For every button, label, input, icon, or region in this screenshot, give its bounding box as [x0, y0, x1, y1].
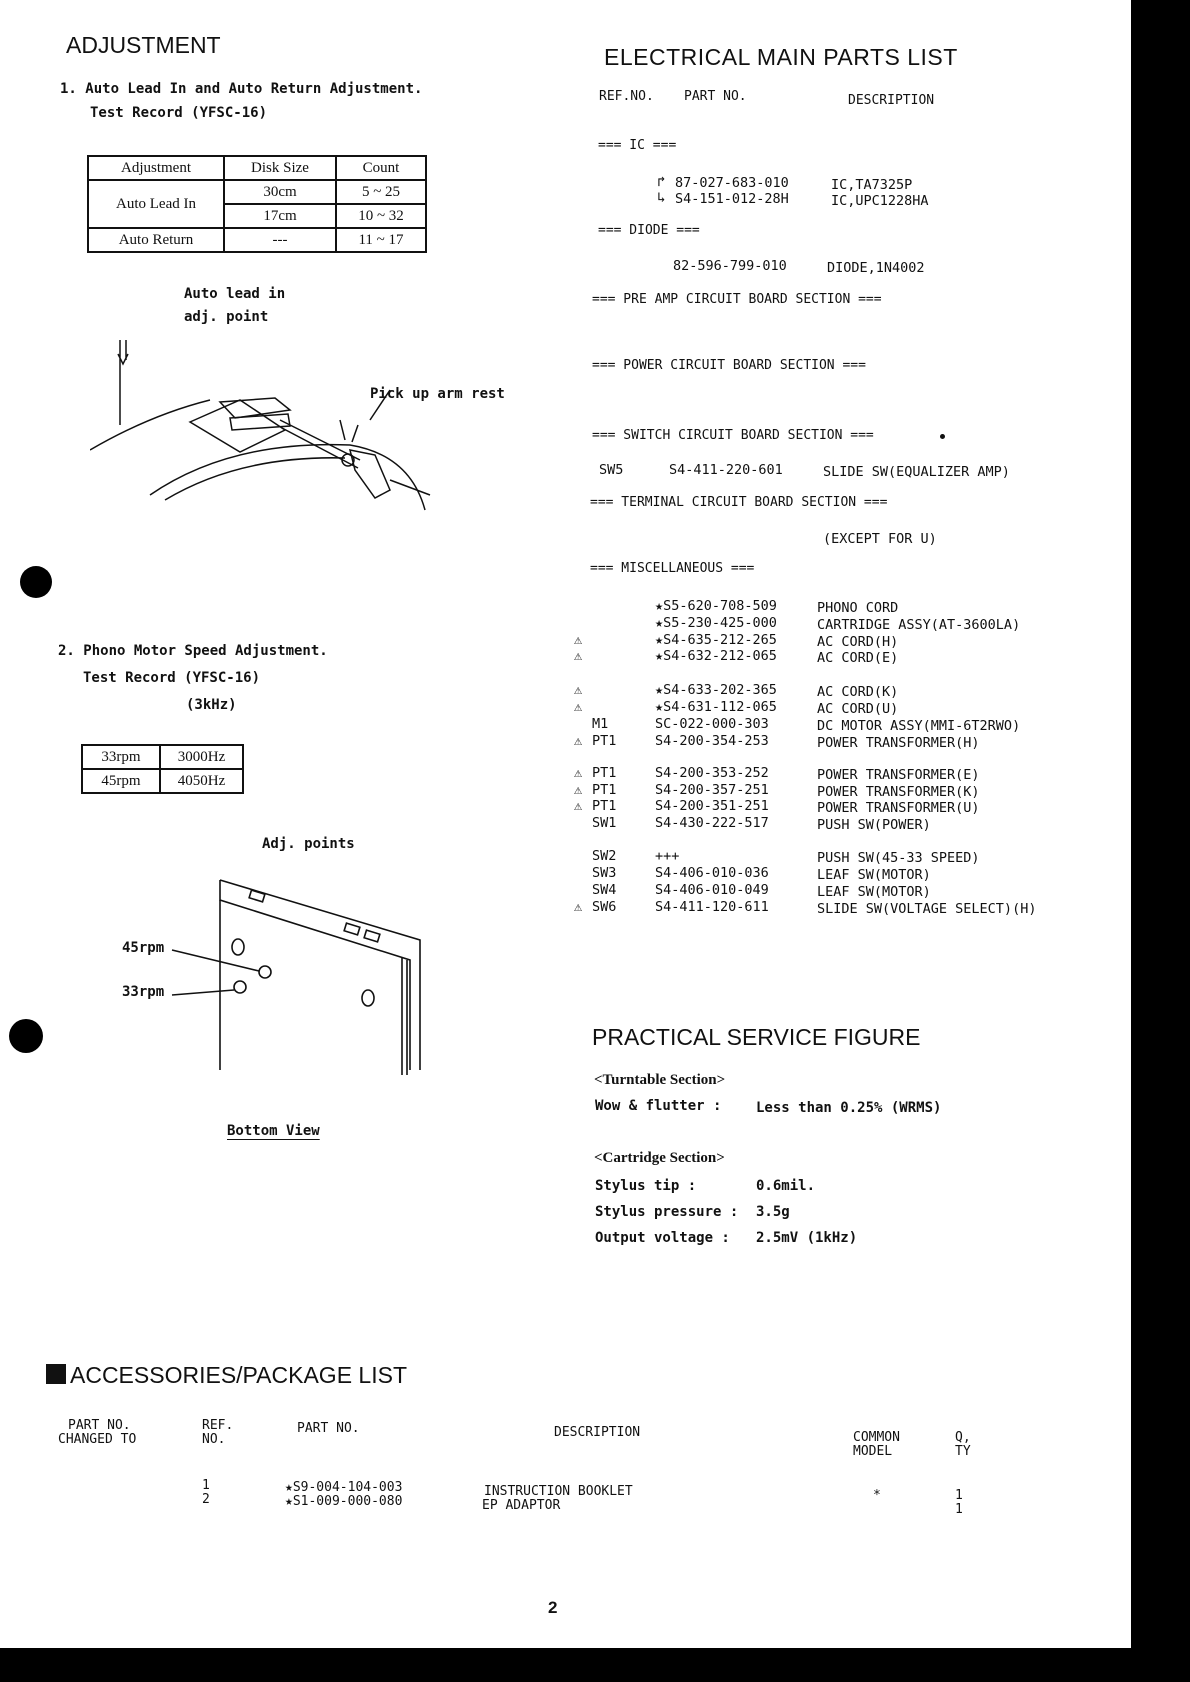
table-cell: 45rpm [82, 769, 160, 793]
col-header: REF. [202, 1418, 234, 1433]
part-no: ★S5-620-708-509 [655, 598, 777, 614]
acc-desc: INSTRUCTION BOOKLET [484, 1484, 633, 1499]
adjustment-title: ADJUSTMENT [66, 32, 221, 58]
part-no: S4-406-010-049 [655, 882, 769, 898]
part-desc: DC MOTOR ASSY(MMI-6T2RWO) [817, 718, 1021, 734]
part-no: 82-596-799-010 [673, 258, 787, 274]
part-no: S4-200-357-251 [655, 782, 769, 798]
part-no: S4-430-222-517 [655, 815, 769, 831]
col-header: PART NO. [68, 1418, 131, 1433]
part-desc: LEAF SW(MOTOR) [817, 884, 931, 900]
table-cell: 33rpm [82, 745, 160, 769]
part-no: S4-406-010-036 [655, 865, 769, 881]
page-number: 2 [548, 1598, 558, 1617]
table-row [82, 769, 243, 793]
part-no: S4-200-353-252 [655, 765, 769, 781]
step2-record: Test Record (YFSC-16) [83, 670, 261, 686]
parts-list-title: ELECTRICAL MAIN PARTS LIST [604, 44, 958, 70]
col-header: PART NO. [297, 1421, 360, 1436]
table-cell: 17cm [224, 204, 336, 228]
label-bottom-view: Bottom View [227, 1123, 320, 1139]
table-cell: 10 ~ 32 [336, 204, 426, 228]
spec-value: 0.6mil. [756, 1178, 816, 1194]
turntable-section: <Turntable Section> [594, 1072, 726, 1088]
part-desc: LEAF SW(MOTOR) [817, 867, 931, 883]
col-header: DESCRIPTION [554, 1425, 641, 1440]
part-no: S4-151-012-28H [675, 191, 789, 207]
part-no: S4-411-220-601 [669, 462, 783, 478]
part-desc: AC CORD(H) [817, 634, 899, 650]
col-header: Q, [955, 1430, 971, 1445]
table-cell: 3000Hz [160, 745, 243, 769]
acc-ref: 2 [202, 1492, 210, 1507]
section-diode: === DIODE === [598, 223, 700, 238]
table-row [88, 228, 426, 252]
warning-icon: ⚠ [574, 798, 583, 814]
part-no: S4-200-351-251 [655, 798, 769, 814]
acc-desc: EP ADAPTOR [482, 1498, 561, 1513]
warning-icon: ⚠ [574, 765, 583, 781]
spec-value: 3.5g [756, 1204, 790, 1220]
part-ref: SW4 [592, 882, 617, 898]
warning-icon: ⚠ [574, 782, 583, 798]
table-cell: 4050Hz [160, 769, 243, 793]
table-header: Count [336, 156, 426, 180]
acc-ref: 1 [202, 1478, 210, 1493]
col-header: CHANGED TO [58, 1432, 137, 1447]
warning-icon: ⚠ [574, 682, 583, 698]
spec-label: Output voltage : [595, 1230, 730, 1246]
square-bullet-icon [46, 1364, 66, 1384]
section-preamp: === PRE AMP CIRCUIT BOARD SECTION === [592, 292, 882, 307]
acc-common: * [873, 1488, 881, 1503]
table-header: Disk Size [224, 156, 336, 180]
bottom-view-diagram [160, 870, 430, 1080]
part-ref: PT1 [592, 798, 617, 814]
part-ref: PT1 [592, 733, 617, 749]
part-ref: SW3 [592, 865, 617, 881]
wow-label: Wow & flutter : [595, 1098, 722, 1114]
warning-icon: ⚠ [574, 899, 583, 915]
section-ic: === IC === [598, 138, 677, 153]
punch-hole [20, 566, 52, 598]
part-desc: POWER TRANSFORMER(U) [817, 800, 980, 816]
part-no: S4-411-120-611 [655, 899, 769, 915]
part-desc: DIODE,1N4002 [827, 260, 925, 276]
table-cell: --- [224, 228, 336, 252]
part-no: ★S4-633-202-365 [655, 682, 777, 698]
col-header: COMMON [853, 1430, 900, 1445]
warning-icon: ⚠ [574, 699, 583, 715]
label-adj-point: adj. point [184, 309, 269, 325]
part-desc: SLIDE SW(EQUALIZER AMP) [823, 464, 1010, 480]
step1-record: Test Record (YFSC-16) [90, 105, 268, 121]
col-header: TY [955, 1444, 971, 1459]
part-no: ★S5-230-425-000 [655, 615, 777, 631]
table-cell: 11 ~ 17 [336, 228, 426, 252]
speed-table [81, 744, 244, 794]
part-desc: AC CORD(U) [817, 701, 899, 717]
part-ref: SW1 [592, 815, 617, 831]
part-no: 87-027-683-010 [675, 175, 789, 191]
part-ref: SW6 [592, 899, 617, 915]
part-ref: PT1 [592, 782, 617, 798]
label-45rpm: 45rpm [122, 940, 165, 956]
punch-hole [9, 1019, 43, 1053]
part-ref: SW2 [592, 848, 617, 864]
warning-icon: ⚠ [574, 648, 583, 664]
adjustment-table [87, 155, 427, 253]
part-no: ★S4-632-212-065 [655, 648, 777, 664]
table-cell: 30cm [224, 180, 336, 204]
section-terminal: === TERMINAL CIRCUIT BOARD SECTION === [590, 495, 888, 510]
part-no: S4-200-354-253 [655, 733, 769, 749]
step2-freq: (3kHz) [186, 697, 237, 713]
part-desc: IC,TA7325P [831, 177, 913, 193]
step2-title: 2. Phono Motor Speed Adjustment. [58, 643, 328, 659]
spec-label: Stylus pressure : [595, 1204, 739, 1220]
ic-bracket-icon: ↱ ↳ [657, 174, 666, 206]
section-switch: === SWITCH CIRCUIT BOARD SECTION === [592, 428, 874, 443]
table-row [82, 745, 243, 769]
tonearm-diagram [90, 330, 440, 520]
step1-title: 1. Auto Lead In and Auto Return Adjustment. [60, 81, 423, 97]
table-row [88, 180, 426, 204]
spec-label: Stylus tip : [595, 1178, 697, 1194]
part-ref: M1 [592, 716, 609, 732]
part-desc: POWER TRANSFORMER(K) [817, 784, 980, 800]
header-part: PART NO. [684, 89, 747, 104]
warning-icon: ⚠ [574, 733, 583, 749]
part-no: ★S4-631-112-065 [655, 699, 777, 715]
col-header: MODEL [853, 1444, 893, 1459]
label-auto-lead: Auto lead in [184, 286, 286, 302]
acc-part: ★S1-009-000-080 [285, 1494, 403, 1509]
warning-icon: ⚠ [574, 632, 583, 648]
part-desc: PUSH SW(POWER) [817, 817, 931, 833]
accessories-title: ACCESSORIES/PACKAGE LIST [70, 1362, 408, 1388]
label-33rpm: 33rpm [122, 984, 165, 1000]
part-desc: IC,UPC1228HA [831, 193, 929, 209]
table-cell: Auto Lead In [88, 180, 224, 228]
wow-value: Less than 0.25% (WRMS) [756, 1100, 942, 1116]
acc-part: ★S9-004-104-003 [285, 1480, 403, 1495]
part-ref: SW5 [599, 462, 624, 478]
section-misc: === MISCELLANEOUS === [590, 561, 755, 576]
service-title: PRACTICAL SERVICE FIGURE [592, 1024, 921, 1050]
part-desc: POWER TRANSFORMER(H) [817, 735, 980, 751]
part-no: +++ [655, 848, 680, 864]
table-header: Adjustment [88, 156, 224, 180]
header-desc: DESCRIPTION [848, 93, 935, 108]
terminal-note: (EXCEPT FOR U) [823, 531, 937, 547]
part-desc: SLIDE SW(VOLTAGE SELECT)(H) [817, 901, 1037, 917]
header-ref: REF.NO. [599, 89, 654, 104]
part-desc: PUSH SW(45-33 SPEED) [817, 850, 980, 866]
part-no: SC-022-000-303 [655, 716, 769, 732]
part-desc: CARTRIDGE ASSY(AT-3600LA) [817, 617, 1021, 633]
table-cell: 5 ~ 25 [336, 180, 426, 204]
col-header: NO. [202, 1432, 226, 1447]
acc-qty: 1 [955, 1488, 963, 1503]
part-desc: POWER TRANSFORMER(E) [817, 767, 980, 783]
label-adj-points: Adj. points [262, 836, 355, 852]
part-desc: AC CORD(K) [817, 684, 899, 700]
label-pickup-rest: Pick up arm rest [370, 386, 505, 402]
spec-value: 2.5mV (1kHz) [756, 1230, 858, 1246]
part-desc: PHONO CORD [817, 600, 899, 616]
acc-qty: 1 [955, 1502, 963, 1517]
cartridge-section: <Cartridge Section> [594, 1150, 725, 1166]
dot-mark [940, 434, 945, 439]
table-cell: Auto Return [88, 228, 224, 252]
section-power: === POWER CIRCUIT BOARD SECTION === [592, 358, 866, 373]
part-ref: PT1 [592, 765, 617, 781]
part-desc: AC CORD(E) [817, 650, 899, 666]
part-no: ★S4-635-212-265 [655, 632, 777, 648]
